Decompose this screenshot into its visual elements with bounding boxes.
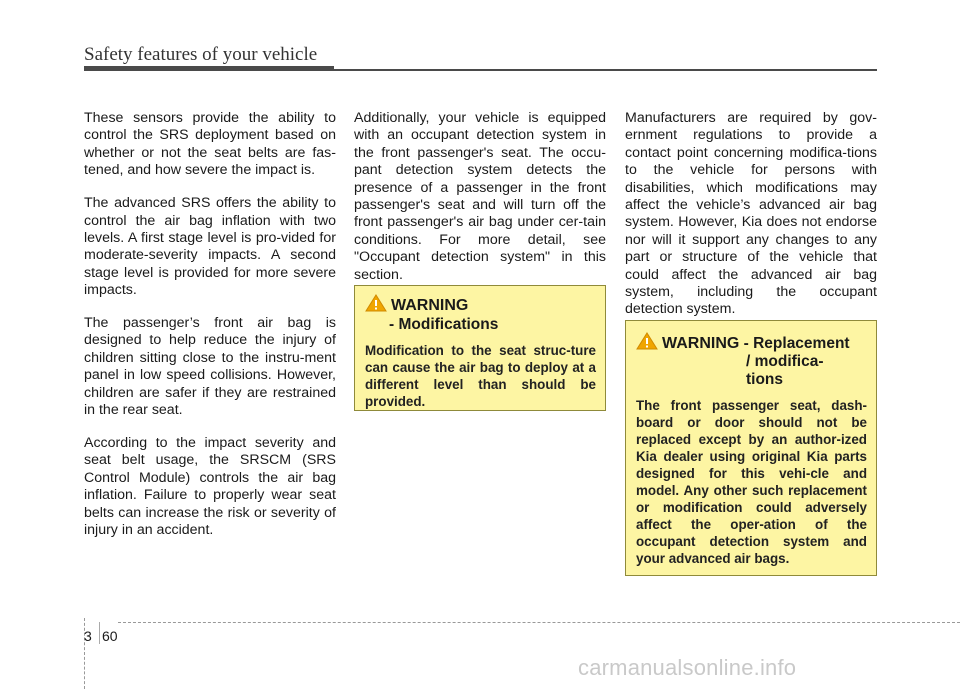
warning-triangle-icon — [365, 294, 387, 312]
warning-label: WARNING — [391, 297, 469, 314]
warning-body: Modification to the seat struc-ture can cause the air bag to deploy at a different level than should be provided. — [365, 343, 596, 409]
header-rule-thick — [84, 66, 334, 71]
text-column-1 — [84, 110, 336, 555]
paragraph: Additionally, your vehicle is equipped with an occupant detection system in the front passenger's seat. The occu-pant detection system detects the presence of a passenger in the front passenger's seat and will turn off the front passenger's air bag under cer-tain conditions. For more detail, see "Occupant detection system" in this section. — [354, 110, 606, 283]
paragraph: According to the impact severity and seat belt usage, the SRSCM (SRS Control Module) controls the air bag inflation. Failure to properly wear seat belts can increase the risk or severity of injury in an accident. — [84, 435, 336, 539]
section-title: Safety features of your vehicle — [84, 44, 318, 65]
paragraph: The passenger’s front air bag is designed to help reduce the injury of children sitting close to the instru-ment panel in low speed collisions. However, children are safer if they are restrained in the rear seat. — [84, 315, 336, 419]
page-number: 60 — [102, 628, 118, 644]
paragraph: These sensors provide the ability to control the SRS deployment based on whether or not the seat belts are fas-tened, and how severe the impact is. — [84, 110, 336, 179]
warning-heading — [365, 294, 596, 334]
paragraph: The advanced SRS offers the ability to control the air bag inflation with two levels. A first stage level is pro-vided for moderate-severity impacts. A second stage level is provided for more severe impacts. — [84, 195, 336, 299]
warning-subtitle-line: / modifica- — [746, 353, 824, 370]
warning-heading — [636, 332, 867, 389]
warning-box-replacement — [625, 320, 877, 576]
warning-box-modifications — [354, 285, 606, 411]
warning-subtitle: - Replacement — [739, 335, 850, 352]
footer-rule — [118, 622, 960, 623]
warning-body: The front passenger seat, dash-board or door should not be replaced except by an author-ized Kia dealer using original Kia parts designed for this vehi-cle and model. Any other such replacement or modification could adversely affect the oper-ation of the occupant detection system and your advanced air bags. — [636, 398, 867, 566]
warning-subtitle: - Modifications — [389, 316, 499, 333]
warning-triangle-icon — [636, 332, 658, 350]
chapter-number: 3 — [84, 628, 92, 644]
watermark: carmanualsonline.info — [578, 655, 797, 680]
page-number-separator — [99, 622, 100, 644]
text-column-3 — [625, 110, 877, 334]
paragraph: Manufacturers are required by gov-ernment regulations to provide a contact point concerning modifica-tions to the vehicle for persons with disabilities, which modifications may affect the vehicle’s advanced air bag system. However, Kia does not endorse nor will it support any changes to any part or structure of the vehicle that could affect the advanced air bag system, including the occupant detection system. — [625, 110, 877, 318]
warning-subtitle-line: tions — [746, 371, 784, 388]
warning-label: WARNING — [662, 335, 740, 352]
text-column-2 — [354, 110, 606, 300]
header-rule-thin — [334, 69, 877, 71]
